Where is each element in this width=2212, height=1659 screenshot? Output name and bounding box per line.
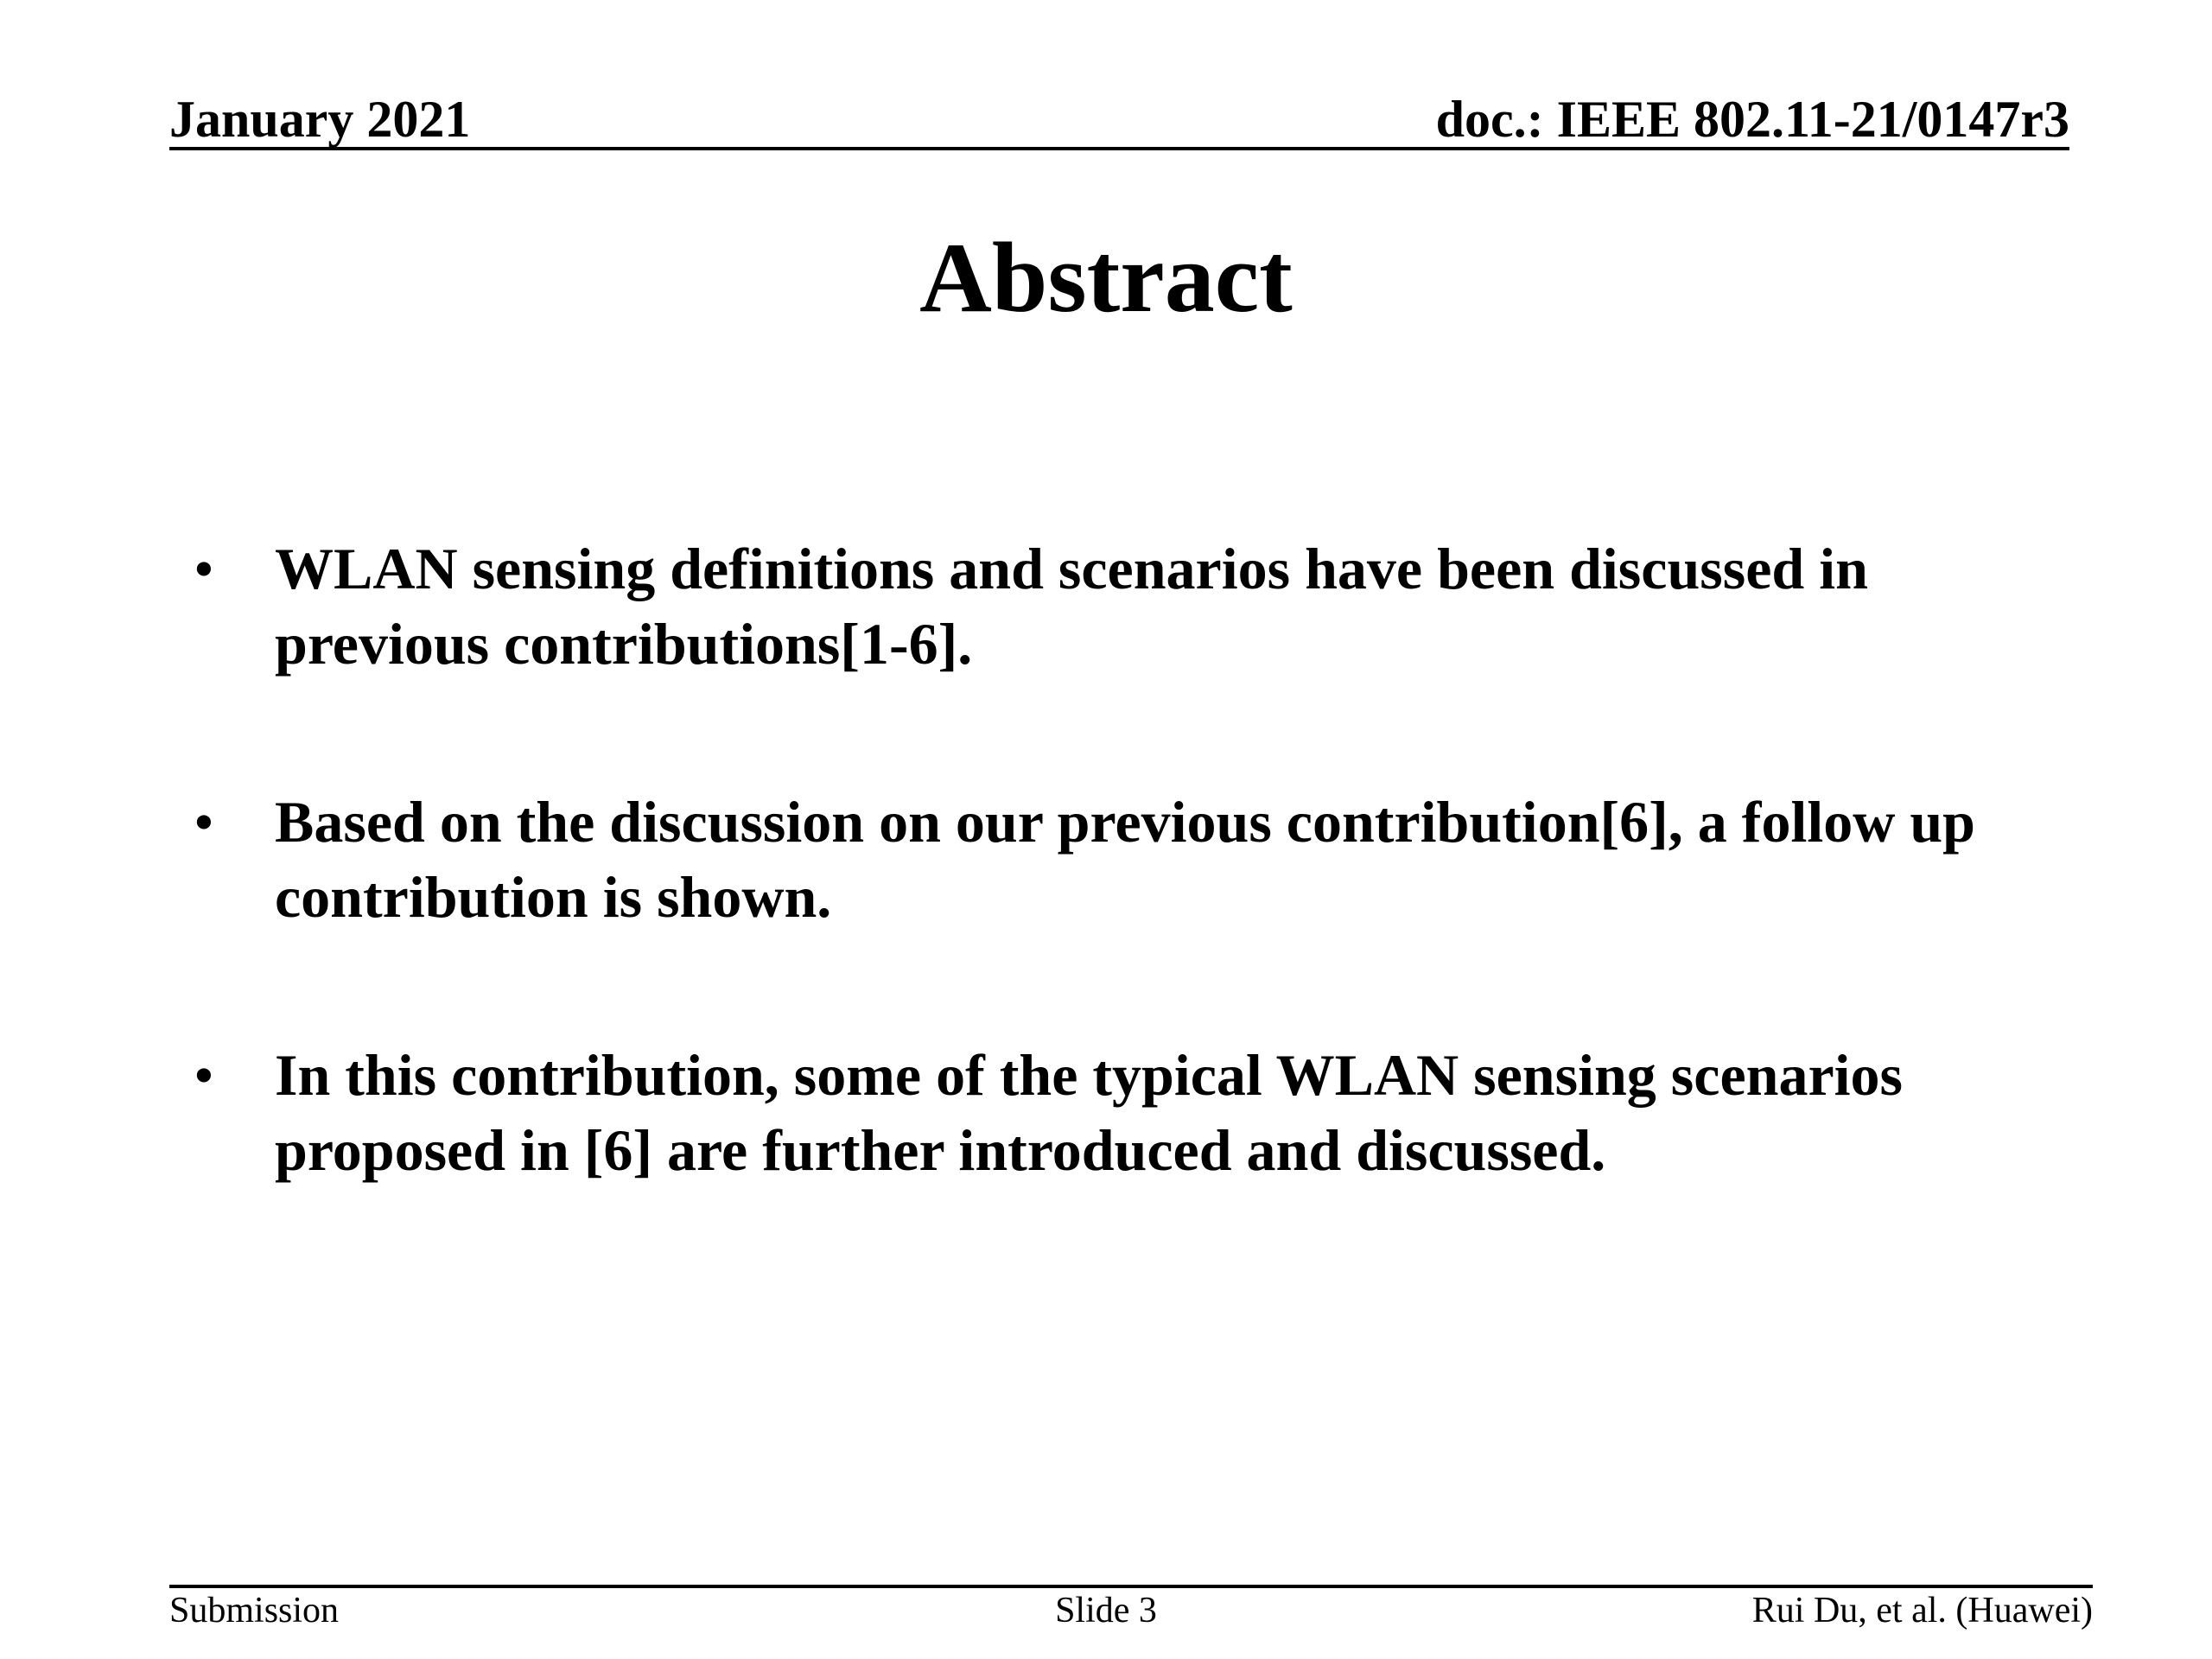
footer-slide-number: Slide 3 — [1055, 1591, 1157, 1630]
footer-author: Rui Du, et al. (Huawei) — [1751, 1591, 2093, 1630]
bullet-text: Based on the discussion on our previous contribution[6], a follow up contribution is shown. — [275, 789, 1975, 930]
bullet-icon: • — [194, 1042, 214, 1108]
bullet-item — [173, 1038, 2074, 1188]
bullet-text: In this contribution, some of the typical WLAN sensing scenarios proposed in [6] are further introduced and discussed. — [275, 1042, 1903, 1183]
header — [169, 85, 2069, 150]
footer-divider — [169, 1585, 2093, 1588]
bullet-icon: • — [194, 789, 214, 855]
bullet-text: WLAN sensing definitions and scenarios have been discussed in previous contributions[1-6]. — [275, 536, 1868, 677]
slide-title: Abstract — [919, 223, 1293, 334]
bullet-list — [173, 531, 2074, 1291]
footer-submission: Submission — [169, 1591, 340, 1630]
header-date: January 2021 — [169, 91, 471, 148]
bullet-item — [173, 531, 2074, 682]
bullet-icon: • — [194, 536, 214, 601]
header-doc-id: doc.: IEEE 802.11-21/0147r3 — [1435, 91, 2069, 148]
bullet-item — [173, 785, 2074, 935]
